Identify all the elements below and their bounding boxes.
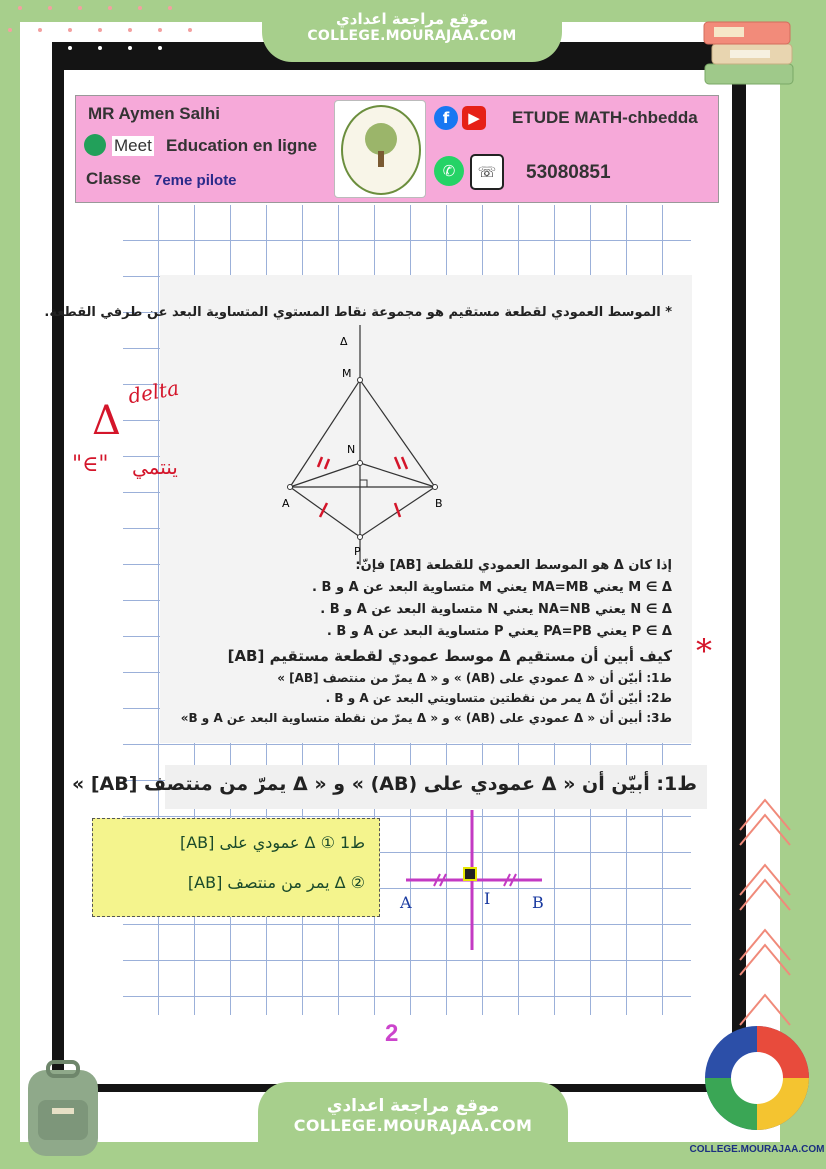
label-n: N: [347, 443, 356, 456]
meet-icon: [84, 134, 106, 156]
label-p: P: [354, 545, 361, 558]
class-value: 7eme pilote: [154, 172, 237, 189]
label-a: A: [282, 497, 290, 510]
meet-text: Education en ligne: [166, 136, 318, 155]
education-wheel-icon: [695, 1020, 820, 1140]
hand-delta-symbol: Δ: [92, 398, 121, 444]
yellow-note: [92, 818, 380, 917]
tree-icon: [343, 107, 419, 193]
label-i: I: [484, 889, 491, 908]
facebook-icon[interactable]: f: [434, 106, 458, 130]
label-b: B: [532, 893, 544, 912]
note-line-2: ② Δ يمر من منتصف [AB]: [187, 873, 365, 892]
midpoint-figure: [392, 810, 562, 950]
label-a: A: [400, 893, 412, 912]
whatsapp-icon[interactable]: ✆: [434, 156, 464, 186]
method-way: ط1: أبيّن أن « Δ عمودي على (AB) » و « Δ يمرّ من منتصف [AB] »: [277, 671, 672, 685]
etude-title: ETUDE MATH-chbedda: [512, 108, 698, 127]
strip-text: ط1: أبيّن أن « Δ عمودي على (AB) » و « Δ يمرّ من منتصف [AB] »: [71, 773, 697, 795]
bottom-banner-url[interactable]: COLLEGE.MOURAJAA.COM: [293, 1116, 533, 1135]
definition-text: * الموسط العمودي لقطعة مستقيم هو مجموعة نقاط المستوي المتساوية البعد عن طرفي القطعة.: [44, 305, 672, 320]
hand-delta-word: delta: [126, 375, 181, 409]
youtube-icon[interactable]: ▶: [462, 106, 486, 130]
label-b: B: [435, 497, 443, 510]
top-banner-url[interactable]: COLLEGE.MOURAJAA.COM: [307, 28, 517, 44]
method-title: كيف أبين أن مستقيم Δ موسط عمودي لقطعة مستقيم [AB]: [227, 647, 672, 665]
top-site-banner[interactable]: [262, 0, 562, 62]
property-row: M ∈ Δ يعني MA=MB يعني M متساوية البعد عن A و B .: [312, 580, 672, 595]
label-delta: Δ: [340, 335, 348, 348]
phone-icon[interactable]: ☏: [470, 154, 504, 190]
backpack-icon: [18, 1060, 110, 1160]
bisector-figure: [270, 325, 450, 565]
teacher-name: MR Aymen Salhi: [88, 104, 220, 123]
books-icon: [700, 12, 800, 90]
bottom-banner-arabic: موقع مراجعة اعدادي: [326, 1096, 500, 1116]
class-label: Classe: [86, 169, 141, 188]
note-line-1: ط1 ① Δ عمودي على [AB]: [179, 833, 365, 852]
chevron-decor-icon: [735, 790, 795, 1050]
method-strip: [71, 765, 707, 809]
hand-star: *: [696, 632, 712, 670]
properties-intro: إذا كان Δ هو الموسط العمودي للقطعة [AB] فإنّ:: [355, 558, 672, 573]
label-m: M: [342, 367, 352, 380]
meet-label: Meet: [114, 136, 152, 155]
property-row: N ∈ Δ يعني NA=NB يعني N متساوية البعد عن A و B .: [320, 602, 672, 617]
document-header: [75, 95, 719, 203]
school-logo: [334, 100, 426, 198]
phone-number: 53080851: [526, 162, 611, 183]
logo-url[interactable]: COLLEGE.MOURAJAA.COM: [689, 1144, 825, 1155]
top-banner-arabic: موقع مراجعة اعدادي: [336, 10, 488, 28]
method-way: ط3: أبين أن « Δ عمودي على (AB) » و « Δ يمرّ من نقطة متساوية البعد عن A و B»: [180, 711, 672, 725]
property-row: P ∈ Δ يعني PA=PB يعني P متساوية البعد عن A و B .: [326, 624, 672, 639]
decor-dots: [0, 0, 200, 60]
site-logo[interactable]: [689, 1020, 825, 1165]
page-number: 2: [385, 1020, 399, 1047]
hand-in-symbol: "∈": [72, 452, 109, 477]
bottom-site-banner[interactable]: [258, 1082, 568, 1162]
hand-in-word: ينتمي: [132, 455, 178, 479]
method-way: ط2: أبيّن أنّ Δ يمر من نقطتين متساويتي البعد عن A و B .: [325, 691, 672, 705]
